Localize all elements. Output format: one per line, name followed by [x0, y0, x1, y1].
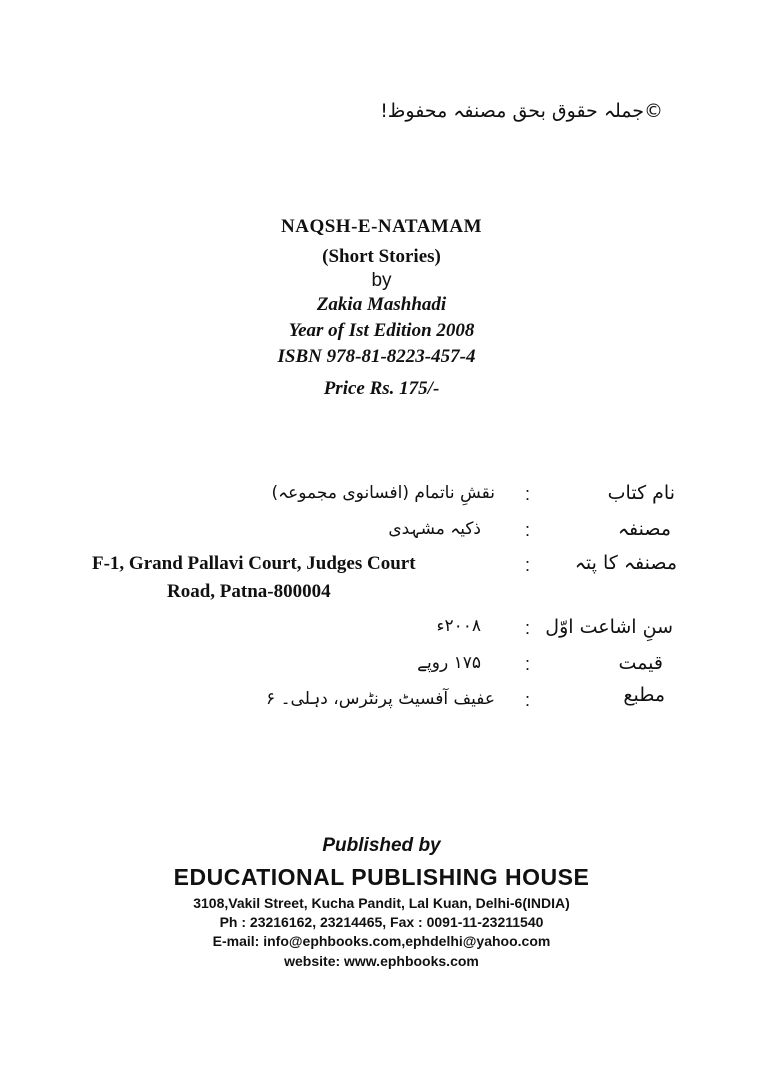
book-name-value: نقشِ ناتمام (افسانوی مجموعہ)	[271, 483, 495, 503]
author-value: ذکیہ مشہدی	[388, 519, 481, 539]
address-line-1: F-1, Grand Pallavi Court, Judges Court	[92, 553, 416, 574]
book-genre: (Short Stories)	[322, 246, 441, 267]
by-label: by	[371, 270, 392, 291]
edition-value: ۲۰۰۸ء	[436, 616, 481, 636]
separator: :	[525, 555, 531, 575]
book-name-label: نام کتاب	[607, 482, 675, 504]
separator: :	[525, 520, 531, 540]
publisher-address: 3108,Vakil Street, Kucha Pandit, Lal Kuan, Delhi-6(INDIA)	[193, 895, 570, 911]
separator: :	[525, 654, 531, 674]
edition-label: سنِ اشاعت اوّل	[545, 616, 673, 638]
price: Price Rs. 175/-	[323, 378, 440, 399]
publisher-phone: Ph : 23216162, 23214465, Fax : 0091-11-23211540	[219, 914, 544, 930]
edition-year: Year of Ist Edition 2008	[288, 320, 475, 341]
publisher-name: EDUCATIONAL PUBLISHING HOUSE	[173, 864, 590, 890]
address-line-2: Road, Patna-800004	[167, 581, 331, 602]
author-label: مصنفہ	[617, 518, 671, 540]
separator: :	[525, 690, 531, 710]
press-label: مطبع	[623, 684, 665, 706]
copyright-notice: ©جملہ حقوق بحق مصنفہ محفوظ!	[380, 100, 663, 122]
title-block	[0, 216, 763, 402]
isbn: ISBN 978-81-8223-457-4	[277, 346, 476, 367]
press-value: عفیف آفسیٹ پرنٹرس، دہلی۔ ۶	[266, 689, 495, 709]
separator: :	[525, 484, 531, 504]
book-title: NAQSH-E-NATAMAM	[281, 216, 482, 237]
address-label: مصنفہ کا پتہ	[574, 552, 677, 574]
author-name: Zakia Mashhadi	[316, 294, 447, 315]
published-by: Published by	[322, 835, 441, 856]
separator: :	[525, 618, 531, 638]
publisher-website: website: www.ephbooks.com	[284, 953, 479, 969]
publisher-email: E-mail: info@ephbooks.com,ephdelhi@yahoo.com	[212, 933, 551, 949]
price-value: ۱۷۵ روپے	[417, 653, 481, 673]
price-label: قیمت	[618, 652, 663, 674]
